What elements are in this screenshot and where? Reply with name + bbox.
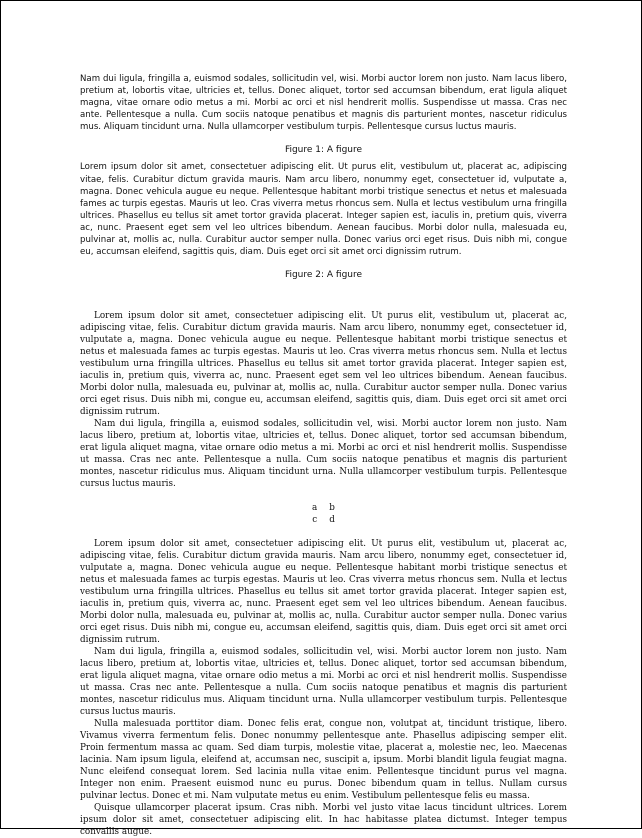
body-paragraph: Lorem ipsum dolor sit amet, consectetuer adipiscing elit. Ut purus elit, vestibulum ut, placerat ac, adipiscing vitae, felis. Curabitur dictum gravida mauris. Nam arcu libero, nonummy eget, consectetuer id, vulputate a, magna. Donec vehicula augue eu neque. Pellentesque habitant morbi tristique senectus et netus et malesuada fames ac turpis egestas. Mauris ut leo. Cras viverra metus rhoncus sem. Nulla et lectus vestibulum urna fringilla ultrices. Phasellus eu tellus sit amet tortor gravida placerat. Integer sapien est, iaculis in, pretium quis, viverra ac, nunc. Praesent eget sem vel leo ultrices bibendum. Aenean faucibus. Morbi dolor nulla, malesuada eu, pulvinar at, mollis ac, nulla. Curabitur auctor semper nulla. Donec varius orci eget risus. Duis nibh mi, congue eu, accumsan eleifend, sagittis quis, diam. Duis eget orci sit amet orci dignissim rutrum.: [80, 539, 567, 645]
table-cell: b: [329, 503, 335, 513]
table-cell: a: [312, 503, 318, 513]
body-section: [80, 310, 567, 838]
body-paragraph: Lorem ipsum dolor sit amet, consectetuer adipiscing elit. Ut purus elit, vestibulum ut, placerat ac, adipiscing vitae, felis. Curabitur dictum gravida mauris. Nam arcu libero, nonummy eget, consectetuer id, vulputate a, magna. Donec vehicula augue eu neque. Pellentesque habitant morbi tristique senectus et netus et malesuada fames ac turpis egestas. Mauris ut leo. Cras viverra metus rhoncus sem. Nulla et lectus vestibulum urna fringilla ultrices. Phasellus eu tellus sit amet tortor gravida placerat. Integer sapien est, iaculis in, pretium quis, viverra ac, nunc. Praesent eget sem vel leo ultrices bibendum. Aenean faucibus. Morbi dolor nulla, malesuada eu, pulvinar at, mollis ac, nulla. Curabitur auctor semper nulla. Donec varius orci eget risus. Duis nibh mi, congue eu, accumsan eleifend, sagittis quis, diam. Duis eget orci sit amet orci dignissim rutrum.: [80, 311, 567, 417]
table-cell: c: [312, 515, 318, 525]
body-paragraph: Nam dui ligula, fringilla a, euismod sodales, sollicitudin vel, wisi. Morbi auctor lorem non justo. Nam lacus libero, pretium at, lobortis vitae, ultricies et, tellus. Donec aliquet, tortor sed accumsan bibendum, erat ligula aliquet magna, vitae ornare odio metus a mi. Morbi ac orci et nisl hendrerit mollis. Suspendisse ut massa. Cras nec ante. Pellentesque a nulla. Cum sociis natoque penatibus et magnis dis parturient montes, nascetur ridiculus mus. Aliquam tincidunt urna. Nulla ullamcorper vestibulum turpis. Pellentesque cursus luctus mauris.: [80, 419, 567, 489]
table-cell: d: [329, 515, 335, 525]
figure-2-caption: Figure 2: A figure: [284, 270, 363, 281]
sans-section: [80, 73, 567, 280]
figure-1-caption: Figure 1: A figure: [284, 145, 363, 156]
intro-paragraph: Nam dui ligula, fringilla a, euismod sodales, sollicitudin vel, wisi. Morbi auctor lorem non justo. Nam lacus libero, pretium at, lobortis vitae, ultricies et, tellus. Donec aliquet, tortor sed accumsan bibendum, erat ligula aliquet magna, vitae ornare odio metus a mi. Morbi ac orci et nisl hendrerit mollis. Suspendisse ut massa. Cras nec ante. Pellentesque a nulla. Cum sociis natoque penatibus et magnis dis parturient montes, nascetur ridiculus mus. Aliquam tincidunt urna. Nulla ullamcorper vestibulum turpis. Pellentesque cursus luctus mauris.: [80, 74, 567, 133]
body-paragraph: Nam dui ligula, fringilla a, euismod sodales, sollicitudin vel, wisi. Morbi auctor lorem non justo. Nam lacus libero, pretium at, lobortis vitae, ultricies et, tellus. Donec aliquet, tortor sed accumsan bibendum, erat ligula aliquet magna, vitae ornare odio metus a mi. Morbi ac orci et nisl hendrerit mollis. Suspendisse ut massa. Cras nec ante. Pellentesque a nulla. Cum sociis natoque penatibus et magnis dis parturient montes, nascetur ridiculus mus. Aliquam tincidunt urna. Nulla ullamcorper vestibulum turpis. Pellentesque cursus luctus mauris.: [80, 647, 567, 717]
table-row: [306, 502, 341, 514]
figure-1-paragraph: Lorem ipsum dolor sit amet, consectetuer adipiscing elit. Ut purus elit, vestibulum ut, placerat ac, adipiscing vitae, felis. Curabitur dictum gravida mauris. Nam arcu libero, nonummy eget, consectetuer id, vulputate a, magna. Donec vehicula augue eu neque. Pellentesque habitant morbi tristique senectus et netus et malesuada fames ac turpis egestas. Mauris ut leo. Cras viverra metus rhoncus sem. Nulla et lectus vestibulum urna fringilla ultrices. Phasellus eu tellus sit amet tortor gravida placerat. Integer sapien est, iaculis in, pretium quis, viverra ac, nunc. Praesent eget sem vel leo ultrices bibendum. Aenean faucibus. Morbi dolor nulla, malesuada eu, pulvinar at, mollis ac, nulla. Curabitur auctor semper nulla. Donec varius orci eget risus. Duis nibh mi, congue eu, accumsan eleifend, sagittis quis, diam. Duis eget orci sit amet orci dignissim rutrum.: [80, 162, 567, 258]
body-paragraph: Nulla malesuada porttitor diam. Donec felis erat, congue non, volutpat at, tincidunt tristique, libero. Vivamus viverra fermentum felis. Donec nonummy pellentesque ante. Phasellus adipiscing semper elit. Proin fermentum massa ac quam. Sed diam turpis, molestie vitae, placerat a, molestie nec, leo. Maecenas lacinia. Nam ipsum ligula, eleifend at, accumsan nec, suscipit a, ipsum. Morbi blandit ligula feugiat magna. Nunc eleifend consequat lorem. Sed lacinia nulla vitae enim. Pellentesque tincidunt purus vel magna. Integer non enim. Praesent euismod nunc eu purus. Donec bibendum quam in tellus. Nullam cursus pulvinar lectus. Donec et mi. Nam vulputate metus eu enim. Vestibulum pellentesque felis eu massa.: [80, 719, 567, 801]
body-paragraph: Quisque ullamcorper placerat ipsum. Cras nibh. Morbi vel justo vitae lacus tincidunt ultrices. Lorem ipsum dolor sit amet, consectetuer adipiscing elit. In hac habitasse platea dictumst. Integer tempus convallis augue.: [80, 803, 567, 837]
small-table: [306, 502, 341, 526]
table-row: [306, 514, 341, 526]
